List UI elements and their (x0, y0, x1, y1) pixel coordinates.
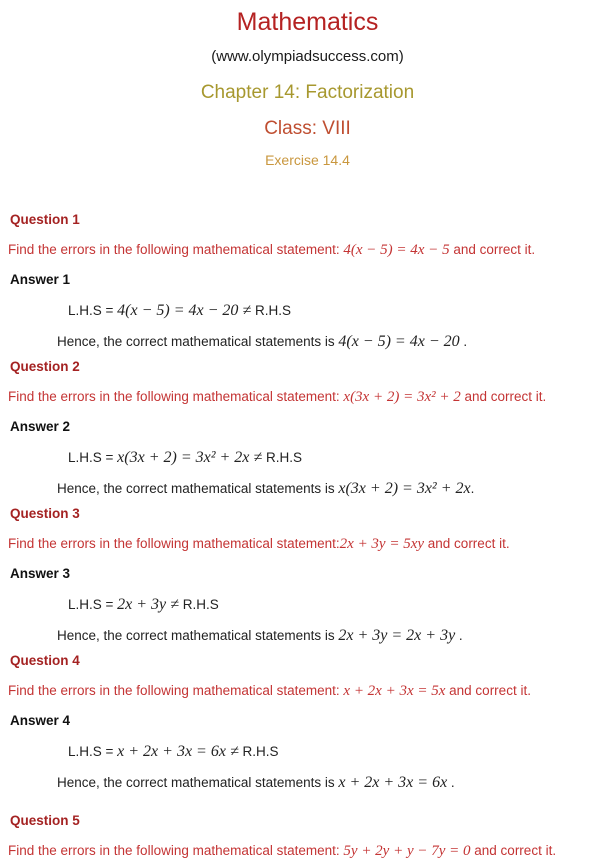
hence-prefix: Hence, the correct mathematical statements is (57, 481, 339, 496)
question-math: x(3x + 2) = 3x² + 2 (343, 389, 461, 405)
question-text-prefix: Find the errors in the following mathematical statement: (8, 242, 344, 257)
hence-math: 4(x − 5) = 4x − 20 (338, 333, 460, 350)
hence-math: x + 2x + 3x = 6x (338, 774, 448, 791)
hence-line (57, 478, 605, 500)
hence-suffix: . (470, 481, 475, 496)
lhs-suffix: R.H.S (262, 450, 302, 465)
question-text (8, 534, 605, 554)
question-text (8, 387, 605, 407)
chapter-title: Chapter 14: Factorization (200, 82, 415, 103)
question-block-2 (8, 359, 605, 500)
question-block-5 (8, 813, 605, 861)
hence-prefix: Hence, the correct mathematical statements is (57, 334, 339, 349)
question-text-suffix: and correct it. (470, 843, 557, 858)
question-text-prefix: Find the errors in the following mathematical statement: (8, 536, 340, 551)
hence-suffix: . (447, 775, 455, 790)
question-block-4 (8, 653, 605, 794)
lhs-prefix: L.H.S = (68, 597, 118, 612)
lhs-math: x(3x + 2) = 3x² + 2x ≠ (117, 449, 263, 466)
page-title: Mathematics (236, 8, 379, 36)
lhs-suffix: R.H.S (178, 597, 219, 612)
question-text-suffix: and correct it. (424, 536, 510, 551)
lhs-suffix: R.H.S (251, 303, 291, 318)
question-block-1 (8, 212, 605, 353)
document-header (0, 0, 615, 169)
question-heading: Question 2 (10, 359, 80, 374)
question-text (8, 240, 605, 260)
lhs-line (68, 447, 605, 469)
question-text-suffix: and correct it. (460, 389, 547, 404)
hence-line (57, 331, 605, 353)
hence-math: x(3x + 2) = 3x² + 2x (338, 480, 471, 497)
hence-prefix: Hence, the correct mathematical statements is (57, 628, 339, 643)
lhs-line (68, 741, 605, 763)
hence-math: 2x + 3y = 2x + 3y (338, 627, 456, 644)
hence-line (57, 772, 605, 794)
question-heading: Question 3 (10, 506, 80, 521)
answer-heading: Answer 2 (10, 419, 71, 434)
question-math: 5y + 2y + y − 7y = 0 (343, 843, 471, 859)
question-text-suffix: and correct it. (445, 683, 531, 698)
lhs-prefix: L.H.S = (68, 450, 118, 465)
hence-suffix: . (459, 334, 468, 349)
question-text (8, 841, 605, 861)
question-heading: Question 1 (10, 212, 80, 227)
answer-heading: Answer 3 (10, 566, 71, 581)
website-line: (www.olympiadsuccess.com) (211, 48, 404, 65)
hence-suffix: . (455, 628, 463, 643)
answer-heading: Answer 4 (10, 713, 71, 728)
lhs-math: x + 2x + 3x = 6x ≠ (117, 743, 239, 760)
exercise-title: Exercise 14.4 (265, 152, 350, 168)
lhs-line (68, 300, 605, 322)
hence-prefix: Hence, the correct mathematical statements is (57, 775, 339, 790)
lhs-suffix: R.H.S (238, 744, 279, 759)
questions-content (0, 212, 615, 861)
question-math: x + 2x + 3x = 5x (343, 683, 446, 699)
question-block-3 (8, 506, 605, 647)
question-math: 4(x − 5) = 4x − 5 (343, 242, 450, 258)
lhs-line (68, 594, 605, 616)
question-math: 2x + 3y = 5xy (339, 536, 425, 552)
question-text (8, 681, 605, 701)
answer-heading: Answer 1 (10, 272, 71, 287)
question-heading: Question 4 (10, 653, 80, 668)
class-title: Class: VIII (264, 118, 351, 139)
lhs-prefix: L.H.S = (68, 303, 118, 318)
hence-line (57, 625, 605, 647)
lhs-math: 2x + 3y ≠ (117, 596, 179, 613)
question-text-suffix: and correct it. (449, 242, 536, 257)
question-text-prefix: Find the errors in the following mathematical statement: (8, 389, 344, 404)
question-text-prefix: Find the errors in the following mathematical statement: (8, 683, 344, 698)
lhs-prefix: L.H.S = (68, 744, 118, 759)
question-heading: Question 5 (10, 813, 80, 828)
lhs-math: 4(x − 5) = 4x − 20 ≠ (117, 302, 252, 319)
question-text-prefix: Find the errors in the following mathematical statement: (8, 843, 344, 858)
